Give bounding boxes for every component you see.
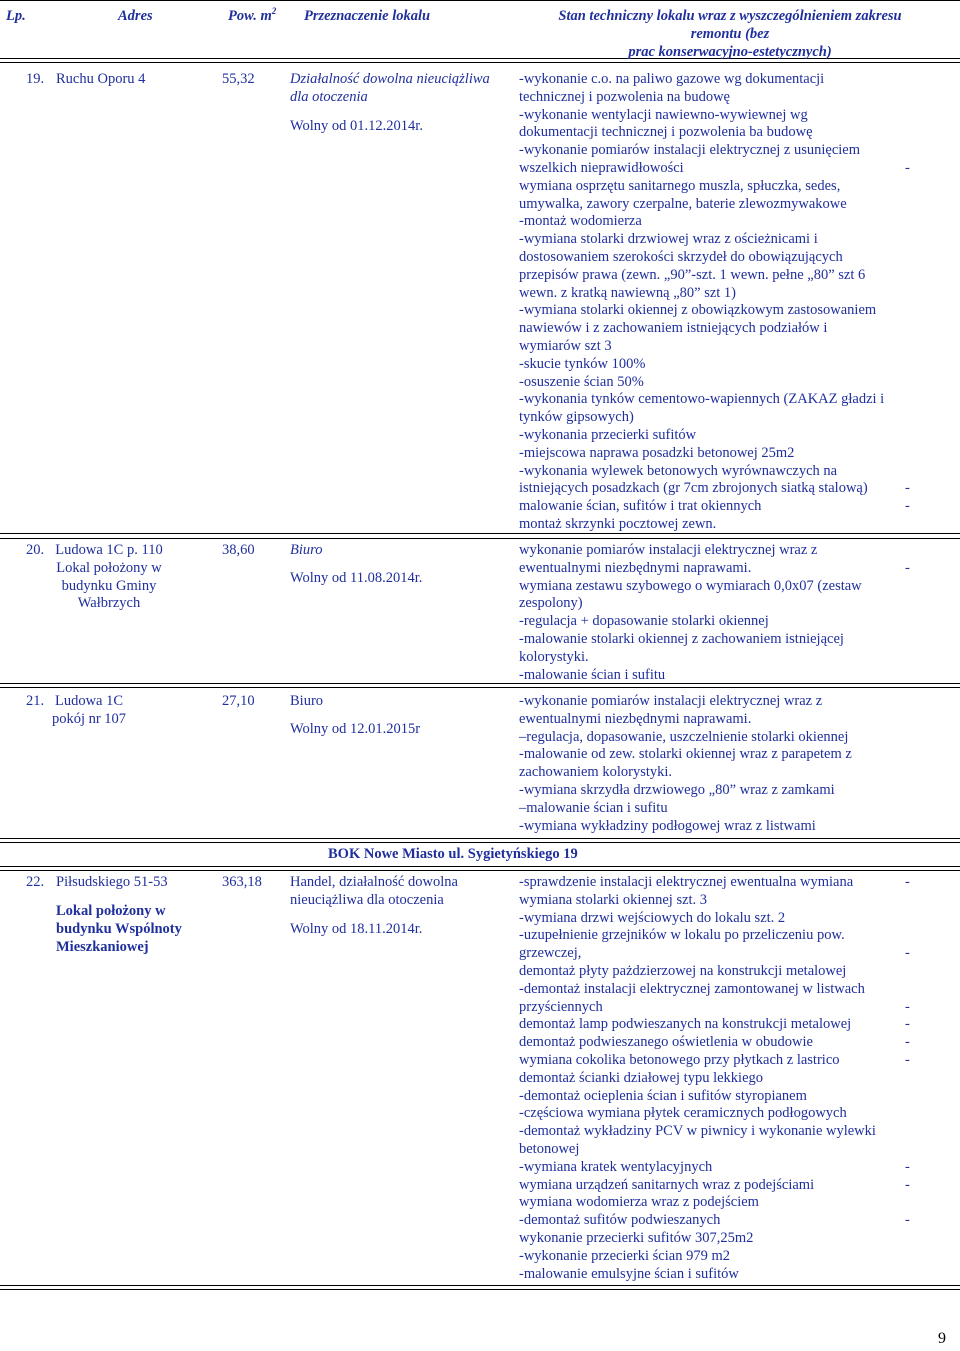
works-line-text: wymiana wodomierza wraz z podejściem — [519, 1194, 759, 1211]
works-line-text: demontaż lamp podwieszanych na konstrukcji metalowej — [519, 1016, 852, 1033]
works-line — [519, 1123, 912, 1141]
works-line — [519, 249, 912, 267]
works-line-text: -wykonania tynków cementowo-wapiennych (ZAKAZ gładzi i — [519, 391, 885, 408]
row-19-purpose — [290, 71, 490, 107]
works-line-text: nawiewów i z zachowaniem istniejących podziałów i — [519, 320, 828, 337]
works-line-text: montaż skrzynki pocztowej zewn. — [519, 515, 717, 532]
works-line — [519, 693, 912, 711]
works-line — [519, 927, 912, 945]
works-line-text: -wymiana skrzydła drzwiowego „80” wraz z zamkami — [519, 781, 835, 798]
works-line-text: malowanie ścian, sufitów i trat okiennych — [519, 498, 762, 515]
row-19-lp: 19. — [26, 71, 45, 87]
line-continuation-dash: - — [905, 998, 910, 1015]
works-line-text: -demontaż sufitów podwieszanych — [519, 1212, 721, 1229]
works-line-text: betonowej — [519, 1140, 580, 1157]
row-22-purpose — [290, 874, 458, 910]
works-line — [519, 874, 912, 892]
works-line — [519, 711, 912, 729]
works-line — [519, 613, 912, 631]
works-line — [519, 427, 912, 445]
header-purpose: Przeznaczenie lokalu — [304, 8, 431, 24]
works-line — [519, 1194, 912, 1212]
address-line: Ludowa 1C p. 110 — [55, 542, 163, 558]
works-line-text: wymiana osprzętu sanitarnego muszla, spłuczka, sedes, — [519, 177, 841, 194]
works-line-text: wymiana stolarki okiennej szt. 3 — [519, 891, 708, 908]
row-22-lp: 22. — [26, 874, 45, 890]
row-22-area: 363,18 — [222, 874, 262, 890]
table-rule — [0, 842, 960, 843]
row-21-lp: 21. — [26, 693, 45, 709]
line-continuation-dash: - — [905, 159, 910, 176]
works-line-text: -malowanie ścian i sufitu — [519, 666, 666, 683]
works-line — [519, 71, 912, 89]
works-line-text: -wymiana stolarki drzwiowej wraz z ościeżnicami i — [519, 231, 818, 248]
works-line — [519, 667, 912, 685]
line-continuation-dash: - — [905, 874, 910, 890]
works-line — [519, 338, 912, 356]
works-line-text: dokumentacji technicznej i pozwolenia ba budowę — [519, 124, 813, 141]
works-line — [519, 1105, 912, 1123]
works-line-text: zachowaniem kolorystyki. — [519, 764, 673, 781]
row-21-purpose: Biuro — [290, 693, 324, 709]
table-rule — [0, 866, 960, 867]
works-line-text: -malowanie emulsyjne ścian i sufitów — [519, 1265, 739, 1282]
works-line-text: wszelkich nieprawidłowości — [519, 159, 684, 176]
works-line-text: -demontaż ocieplenia ścian i sufitów styropianem — [519, 1087, 807, 1104]
line-continuation-dash: - — [905, 1212, 910, 1229]
works-line — [519, 463, 912, 481]
works-line-text: wymiana urządzeń sanitarnych wraz z podejściami — [519, 1176, 815, 1193]
address-line: pokój nr 107 — [51, 710, 127, 727]
line-continuation-dash: - — [905, 480, 910, 497]
works-line-text: -wykonanie pomiarów instalacji elektrycznej wraz z — [519, 693, 823, 709]
row-20-free-date: Wolny od 11.08.2014r. — [290, 570, 423, 586]
works-line — [519, 89, 912, 107]
row-20-lp: 20. — [26, 542, 45, 558]
works-line — [519, 498, 912, 516]
works-line-text: wykonanie pomiarów instalacji elektrycznej wraz z — [519, 542, 818, 558]
works-line — [519, 356, 912, 374]
row-22-works — [519, 874, 912, 1283]
line-continuation-dash: - — [905, 1158, 910, 1175]
address-line: Lokal położony w — [56, 559, 162, 576]
table-rule — [0, 538, 960, 539]
works-line-text: -malowanie od zew. stolarki okiennej wraz z parapetem z — [519, 746, 852, 763]
row-20-area: 38,60 — [222, 542, 255, 558]
works-line-text: -malowanie stolarki okiennej z zachowaniem istniejącej — [519, 630, 844, 647]
works-line — [519, 409, 912, 427]
works-line — [519, 892, 912, 910]
works-line — [519, 1070, 912, 1088]
table-rule — [0, 870, 960, 871]
works-line — [519, 1230, 912, 1248]
works-line — [519, 231, 912, 249]
line-continuation-dash: - — [905, 1176, 910, 1193]
works-line — [519, 302, 912, 320]
works-line-text: demontaż ścianki działowej typu lekkiego — [519, 1069, 764, 1086]
works-line-text: -osuszenie ścian 50% — [519, 373, 644, 390]
header-condition-line: prac konserwacyjno-estetycznych) — [628, 43, 832, 60]
row-22-address-note — [56, 903, 182, 956]
works-line — [519, 631, 912, 649]
header-lp: Lp. — [6, 8, 26, 24]
works-line-text: -demontaż wykładziny PCV w piwnicy i wykonanie wylewki — [519, 1123, 876, 1140]
line-continuation-dash: - — [905, 559, 910, 576]
works-line — [519, 1016, 912, 1034]
header-condition-line: Stan techniczny lokalu wraz z wyszczególnieniem zakresu — [558, 8, 902, 24]
works-line — [519, 981, 912, 999]
address-line: budynku Wspólnoty — [56, 920, 182, 937]
works-line — [519, 516, 912, 534]
works-line — [519, 818, 912, 836]
works-line-text: przyściennych — [519, 998, 603, 1015]
works-line-text: -wykonanie c.o. na paliwo gazowe wg dokumentacji — [519, 71, 825, 87]
works-line-text: grzewczej, — [519, 945, 582, 962]
works-line — [519, 963, 912, 981]
works-line — [519, 1141, 912, 1159]
works-line-text: –malowanie ścian i sufitu — [519, 799, 668, 816]
header-condition-line: remontu (bez — [690, 25, 770, 42]
works-line — [519, 142, 912, 160]
works-line — [519, 391, 912, 409]
works-line-text: demontaż podwieszanego oświetlenia w obudowie — [519, 1034, 813, 1051]
row-19-area: 55,32 — [222, 71, 255, 87]
header-address: Adres — [118, 8, 153, 24]
row-19-address: Ruchu Oporu 4 — [56, 71, 146, 87]
header-area-label: Pow. m — [228, 8, 272, 24]
works-line-text: technicznej i pozwolenia na budowę — [519, 88, 730, 105]
table-rule — [0, 1289, 960, 1290]
works-line-text: -wymiana drzwi wejściowych do lokalu szt. 2 — [519, 909, 786, 926]
works-line — [519, 1177, 912, 1195]
row-20-works — [519, 542, 912, 684]
row-21-address — [44, 693, 134, 729]
works-line-text: zespolony) — [519, 595, 583, 612]
works-line — [519, 1266, 912, 1284]
works-line — [519, 374, 912, 392]
address-line: Ludowa 1C — [54, 693, 124, 709]
address-line: Wałbrzych — [77, 595, 141, 612]
works-line — [519, 124, 912, 142]
works-line-text: tynków gipsowych) — [519, 409, 634, 426]
works-line — [519, 782, 912, 800]
works-line — [519, 649, 912, 667]
works-line-text: -skucie tynków 100% — [519, 355, 646, 372]
header-condition — [510, 8, 950, 61]
address-line: Mieszkaniowej — [56, 938, 149, 955]
works-line-text: -wykonania przecierki sufitów — [519, 426, 697, 443]
works-line — [519, 746, 912, 764]
works-line — [519, 1088, 912, 1106]
row-22-free-date: Wolny od 18.11.2014r. — [290, 921, 423, 937]
works-line-text: wymiana cokolika betonowego przy płytkach z lastrico — [519, 1051, 840, 1068]
works-line — [519, 160, 912, 178]
works-line — [519, 285, 912, 303]
row-21-area: 27,10 — [222, 693, 255, 709]
works-line-text: -częściowa wymiana płytek ceramicznych podłogowych — [519, 1105, 847, 1122]
works-line-text: dostosowaniem szerokości skrzydeł do obowiązujących — [519, 248, 843, 265]
works-line-text: wewn. z kratką nawiewną „80” szt 1) — [519, 284, 737, 301]
works-line-text: ewentualnymi niezbędnymi naprawami. — [519, 559, 752, 576]
works-line-text: ewentualnymi niezbędnymi naprawami. — [519, 710, 752, 727]
works-line — [519, 196, 912, 214]
table-rule — [0, 62, 960, 63]
works-line — [519, 267, 912, 285]
works-line-text: -wykonanie pomiarów instalacji elektrycznej z usunięciem — [519, 142, 861, 159]
works-line-text: umywalka, zawory czerpalne, baterie zlewozmywakowe — [519, 195, 847, 212]
line-continuation-dash: - — [905, 1034, 910, 1051]
works-line — [519, 480, 912, 498]
works-line — [519, 729, 912, 747]
header-area — [228, 8, 276, 26]
works-line — [519, 800, 912, 818]
works-line — [519, 578, 912, 596]
row-21-works — [519, 693, 912, 835]
works-line-text: przepisów prawa (zewn. „90”-szt. 1 wewn. pełne „80” szt 6 — [519, 266, 866, 283]
works-line — [519, 560, 912, 578]
works-line-text: -montaż wodomierza — [519, 213, 642, 230]
works-line-text: -wymiana wykładziny podłogowej wraz z listwami — [519, 817, 816, 834]
works-line-text: -wykonanie wentylacji nawiewno-wywiewnej wg — [519, 106, 808, 123]
works-line-text: kolorystyki. — [519, 648, 589, 665]
works-line — [519, 445, 912, 463]
purpose-line: Działalność dowolna nieuciążliwa — [290, 71, 490, 87]
table-rule — [0, 0, 960, 1]
works-line-text: -demontaż instalacji elektrycznej zamontowanej w listwach — [519, 980, 865, 997]
works-line-text: -wymiana stolarki okiennej z obowiązkowym zastosowaniem — [519, 302, 877, 319]
works-line — [519, 1212, 912, 1230]
works-line-text: wymiarów szt 3 — [519, 337, 612, 354]
line-continuation-dash: - — [905, 498, 910, 515]
row-19-free-date: Wolny od 01.12.2014r. — [290, 118, 423, 134]
works-line-text: -wykonania wylewek betonowych wyrównawczych na — [519, 462, 838, 479]
section-title: BOK Nowe Miasto ul. Sygietyńskiego 19 — [328, 846, 578, 862]
works-line-text: -regulacja + dopasowanie stolarki okiennej — [519, 613, 769, 630]
purpose-line: dla otoczenia — [290, 88, 368, 105]
address-line: budynku Gminy — [61, 577, 157, 594]
works-line — [519, 320, 912, 338]
line-continuation-dash: - — [905, 1016, 910, 1033]
line-continuation-dash: - — [905, 945, 910, 962]
table-rule — [0, 838, 960, 839]
works-line-text: wykonanie przecierki sufitów 307,25m2 — [519, 1229, 754, 1246]
works-line — [519, 107, 912, 125]
works-line — [519, 1034, 912, 1052]
works-line — [519, 1052, 912, 1070]
works-line-text: -sprawdzenie instalacji elektrycznej ewentualna wymiana — [519, 874, 854, 890]
works-line — [519, 945, 912, 963]
works-line — [519, 910, 912, 928]
works-line — [519, 999, 912, 1017]
works-line — [519, 542, 912, 560]
works-line — [519, 1248, 912, 1266]
works-line-text: –regulacja, dopasowanie, uszczelnienie stolarki okiennej — [519, 728, 849, 745]
row-21-free-date: Wolny od 12.01.2015r — [290, 721, 421, 737]
works-line-text: -wykonanie przecierki ścian 979 m2 — [519, 1247, 730, 1264]
works-line-text: demontaż płyty pażdzierzowej na konstrukcji metalowej — [519, 962, 847, 979]
works-line — [519, 178, 912, 196]
table-rule — [0, 1285, 960, 1286]
row-22-address: Piłsudskiego 51-53 — [56, 874, 168, 890]
works-line-text: wymiana zestawu szybowego o wymiarach 0,0x07 (zestaw — [519, 577, 862, 594]
works-line-text: istniejących posadzkach (gr 7cm zbrojonych siatką stalową) — [519, 480, 868, 497]
row-20-purpose: Biuro — [290, 542, 323, 558]
works-line — [519, 213, 912, 231]
table-rule — [0, 687, 960, 688]
purpose-line: Handel, działalność dowolna — [290, 874, 458, 890]
works-line-text: -uzupełnienie grzejników w lokalu po przeliczeniu pow. — [519, 927, 845, 944]
purpose-line: nieuciążliwa dla otoczenia — [290, 891, 444, 908]
line-continuation-dash: - — [905, 1051, 910, 1068]
works-line — [519, 595, 912, 613]
works-line-text: -wymiana kratek wentylacyjnych — [519, 1158, 713, 1175]
row-20-address — [44, 542, 174, 613]
row-19-works — [519, 71, 912, 534]
works-line — [519, 1159, 912, 1177]
address-line: Lokal położony w — [56, 903, 166, 919]
works-line-text: -miejscowa naprawa posadzki betonowej 25m2 — [519, 444, 795, 461]
page-number: 9 — [938, 1330, 946, 1347]
works-line — [519, 764, 912, 782]
header-area-sup: 2 — [271, 6, 277, 17]
